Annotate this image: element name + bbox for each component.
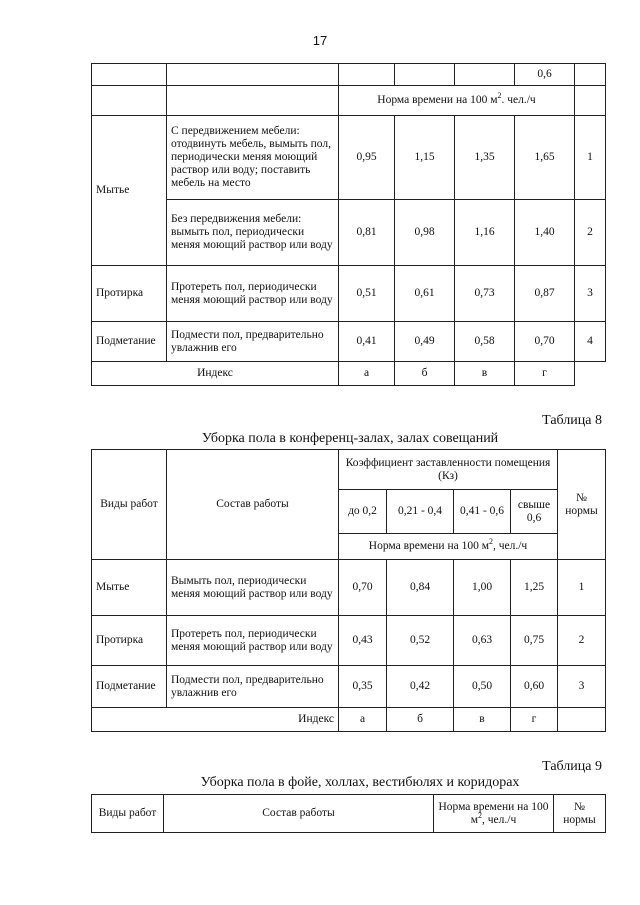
t8-index-c: в [454, 708, 511, 732]
t8-val-1d: 1,25 [511, 560, 558, 616]
t8-work-3: Подметание [92, 666, 167, 708]
t7-head-c1 [339, 64, 395, 86]
t7-content-3: Протереть пол, периодически меняя моющий раствор или воду [167, 266, 339, 322]
t9-col-content: Состав работы [164, 795, 434, 833]
t7-head-c3 [455, 64, 515, 86]
t8-val-2c: 0,63 [454, 616, 511, 666]
t8-content-2: Протереть пол, периодически меняя моющий раствор или воду [167, 616, 339, 666]
t8-val-2b: 0,52 [387, 616, 454, 666]
t8-val-3a: 0,35 [339, 666, 387, 708]
t7-index-d: г [515, 362, 575, 386]
t8-content-1: Вымыть пол, периодически меняя моющий раствор или воду [167, 560, 339, 616]
t7-head-num [575, 64, 606, 86]
t8-index-d: г [511, 708, 558, 732]
t7-val-3a: 0,51 [339, 266, 395, 322]
t7-val-3d: 0,87 [515, 266, 575, 322]
table-8-title: Уборка пола в конференц-залах, залах совещаний [201, 431, 499, 446]
t8-work-1: Мытье [92, 560, 167, 616]
t7-val-4d: 0,70 [515, 322, 575, 362]
t7-content-4: Подмести пол, предварительно увлажнив его [167, 322, 339, 362]
t8-val-3b: 0,42 [387, 666, 454, 708]
t7-val-2a: 0,81 [339, 200, 395, 266]
t7-index-c: в [455, 362, 515, 386]
t8-val-3d: 0,60 [511, 666, 558, 708]
t7-head-content [167, 64, 339, 86]
t8-index-label: Индекс [92, 708, 339, 732]
t8-coef-1: до 0,2 [339, 490, 387, 534]
table-9 [91, 794, 606, 833]
table-7-continuation [91, 63, 606, 386]
t7-val-3b: 0,61 [395, 266, 455, 322]
t8-val-1b: 0,84 [387, 560, 454, 616]
t7-num-1: 1 [575, 116, 606, 200]
t7-index-label: Индекс [92, 362, 339, 386]
t7-head-c2 [395, 64, 455, 86]
t8-index-blank [558, 708, 606, 732]
t8-val-1a: 0,70 [339, 560, 387, 616]
t7-val-1b: 1,15 [395, 116, 455, 200]
t7-val-2d: 1,40 [515, 200, 575, 266]
t8-col-content: Состав работы [167, 450, 339, 560]
t7-content-1: С передвижением мебели: отодвинуть мебель, вымыть пол, периодически меняя моющий раствор или воду; поставить мебель на место [167, 116, 339, 200]
t8-coef-3: 0,41 - 0,6 [454, 490, 511, 534]
t7-val-2b: 0,98 [395, 200, 455, 266]
t7-index-a: а [339, 362, 395, 386]
t7-num-3: 3 [575, 266, 606, 322]
t7-work-wash: Мытье [92, 116, 167, 266]
t7-num-2: 2 [575, 200, 606, 266]
t8-content-3: Подмести пол, предварительно увлажнив его [167, 666, 339, 708]
t8-col-work: Виды работ [92, 450, 167, 560]
t7-val-4a: 0,41 [339, 322, 395, 362]
t8-num-1: 1 [558, 560, 606, 616]
t8-val-2a: 0,43 [339, 616, 387, 666]
t8-col-num: № нормы [558, 450, 606, 560]
table-9-label: Таблица 9 [542, 759, 602, 774]
t7-head-c4: 0,6 [515, 64, 575, 86]
t7-blank-num [575, 86, 606, 116]
t8-index-b: б [387, 708, 454, 732]
page-number: 17 [312, 33, 328, 48]
t9-col-num: № нормы [554, 795, 606, 833]
t9-col-work: Виды работ [92, 795, 164, 833]
t8-num-3: 3 [558, 666, 606, 708]
t7-norm-header: Норма времени на 100 $м^2$. чел./ч [339, 86, 575, 116]
t7-val-4c: 0,58 [455, 322, 515, 362]
t9-col-norm: Норма времени на 100 $м^2$, чел./ч [434, 795, 554, 833]
t7-val-2c: 1,16 [455, 200, 515, 266]
t8-norm-header: Норма времени на 100 $м^2$, чел./ч [339, 534, 558, 560]
t7-content-2: Без передвижения мебели: вымыть пол, периодически меняя моющий раствор или воду [167, 200, 339, 266]
t7-val-1c: 1,35 [455, 116, 515, 200]
t7-blank-content [167, 86, 339, 116]
t8-num-2: 2 [558, 616, 606, 666]
t8-coef-2: 0,21 - 0,4 [387, 490, 454, 534]
t8-index-a: а [339, 708, 387, 732]
t7-index-blank [575, 362, 606, 386]
t7-work-wipe: Протирка [92, 266, 167, 322]
t8-val-2d: 0,75 [511, 616, 558, 666]
t7-head-work [92, 64, 167, 86]
t8-work-2: Протирка [92, 616, 167, 666]
table-8 [91, 449, 606, 732]
t7-val-1a: 0,95 [339, 116, 395, 200]
t7-blank-work [92, 86, 167, 116]
table-8-label: Таблица 8 [542, 413, 602, 428]
t7-work-sweep: Подметание [92, 322, 167, 362]
t7-val-1d: 1,65 [515, 116, 575, 200]
table-9-title: Уборка пола в фойе, холлах, вестибюлях и коридорах [200, 775, 520, 790]
t7-index-b: б [395, 362, 455, 386]
t7-val-4b: 0,49 [395, 322, 455, 362]
t7-num-4: 4 [575, 322, 606, 362]
t8-val-1c: 1,00 [454, 560, 511, 616]
t8-coef-4: свыше 0,6 [511, 490, 558, 534]
t7-val-3c: 0,73 [455, 266, 515, 322]
t8-val-3c: 0,50 [454, 666, 511, 708]
t8-coef-header: Коэффициент заставленности помещения (Кз) [339, 450, 558, 490]
